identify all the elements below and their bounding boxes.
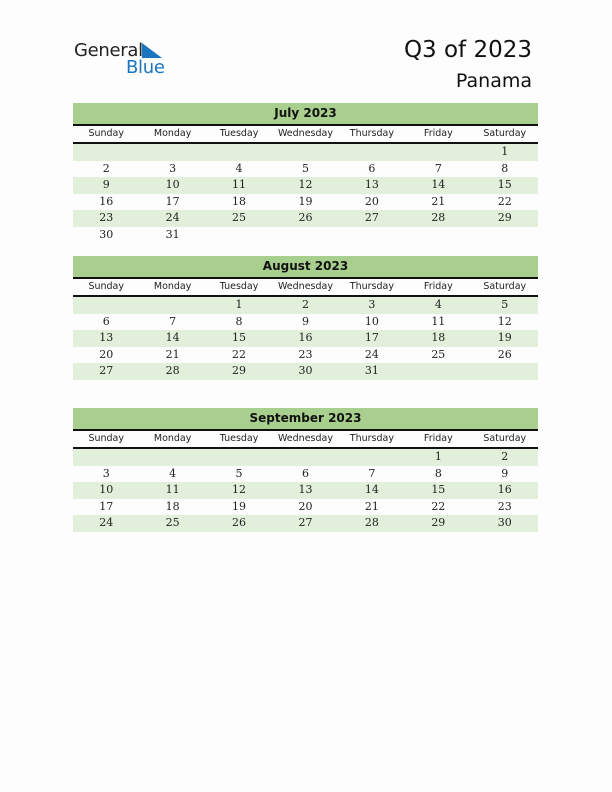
day-cell: 7: [434, 161, 442, 175]
day-cell: 4: [169, 466, 177, 480]
day-cell: 3: [169, 161, 177, 175]
day-cell: 25: [165, 516, 180, 529]
week-row: [73, 330, 538, 347]
week-row: [73, 297, 538, 314]
day-cell: 6: [102, 314, 110, 328]
month-calendar: [73, 103, 538, 243]
day-cell: 3: [102, 466, 110, 480]
day-cell: 8: [434, 466, 442, 480]
day-cell: 7: [169, 314, 177, 328]
day-cell: 15: [232, 331, 247, 344]
month-calendar: [73, 408, 538, 532]
day-cell: 7: [368, 466, 376, 480]
day-cell: 16: [298, 331, 313, 344]
day-cell: 13: [364, 178, 379, 191]
week-row: [73, 347, 538, 364]
weekday-label: Saturday: [483, 281, 527, 292]
day-cell: 24: [165, 211, 180, 224]
day-cell: 28: [431, 211, 446, 224]
day-cell: 4: [235, 161, 243, 175]
day-cell: 2: [301, 298, 309, 311]
day-cell: [472, 227, 538, 244]
day-cell: 21: [364, 499, 379, 513]
weekday-label: Sunday: [88, 128, 124, 139]
day-cell: 20: [298, 499, 313, 513]
day-cell: 18: [165, 499, 180, 513]
day-cell: [73, 297, 139, 314]
day-cell: 17: [99, 499, 114, 513]
day-cell: 25: [431, 347, 446, 361]
day-cell: 2: [501, 450, 509, 463]
day-cell: 6: [368, 161, 376, 175]
day-cell: 3: [368, 298, 376, 311]
day-cell: 30: [298, 364, 313, 377]
logo-word-blue: Blue: [126, 57, 165, 78]
weekday-label: Saturday: [483, 128, 527, 139]
week-row: [73, 499, 538, 516]
weekday-label: Friday: [423, 281, 453, 292]
day-cell: 28: [165, 364, 180, 377]
day-cell: 8: [501, 161, 509, 175]
day-cell: 15: [431, 483, 446, 496]
logo-triangle-icon: [142, 43, 162, 58]
day-cell: [405, 144, 471, 161]
week-row: [73, 515, 538, 532]
weekday-label: Thursday: [349, 281, 394, 292]
day-cell: [472, 363, 538, 380]
day-cell: 13: [99, 331, 114, 344]
week-row: [73, 363, 538, 380]
day-cell: [73, 449, 139, 466]
day-cell: 13: [298, 483, 313, 496]
week-row: [73, 194, 538, 211]
day-cell: 29: [497, 211, 512, 224]
day-cell: 11: [232, 178, 247, 191]
day-cell: [206, 144, 272, 161]
day-cell: 30: [497, 516, 512, 529]
day-cell: 28: [364, 516, 379, 529]
day-cell: 1: [235, 298, 243, 311]
day-cell: 2: [102, 161, 110, 175]
day-cell: [206, 227, 272, 244]
day-cell: 6: [301, 466, 309, 480]
day-cell: 12: [298, 178, 313, 191]
day-cell: [73, 144, 139, 161]
day-cell: 31: [165, 227, 180, 241]
day-cell: 18: [431, 331, 446, 344]
month-title: September 2023: [73, 408, 538, 431]
weekday-label: Sunday: [88, 433, 124, 444]
week-row: [73, 314, 538, 331]
day-cell: 18: [232, 194, 247, 208]
day-cell: 5: [501, 298, 509, 311]
day-cell: 25: [232, 211, 247, 224]
day-cell: 5: [235, 466, 243, 480]
week-row: [73, 210, 538, 227]
day-cell: 23: [99, 211, 114, 224]
day-cell: 14: [165, 331, 180, 344]
day-cell: 16: [99, 194, 114, 208]
weekday-label: Thursday: [349, 433, 394, 444]
day-cell: 9: [102, 178, 110, 191]
day-cell: 12: [232, 483, 247, 496]
day-cell: 9: [501, 466, 509, 480]
week-row: [73, 482, 538, 499]
day-cell: 27: [99, 364, 114, 377]
day-cell: 10: [165, 178, 180, 191]
day-cell: 19: [232, 499, 247, 513]
weekday-label: Saturday: [483, 433, 527, 444]
week-row: [73, 144, 538, 161]
weekday-label: Tuesday: [219, 281, 259, 292]
week-row: [73, 449, 538, 466]
weekday-label: Tuesday: [219, 433, 259, 444]
day-cell: 30: [99, 227, 114, 241]
day-cell: 31: [364, 364, 379, 377]
day-cell: [339, 449, 405, 466]
day-cell: [339, 227, 405, 244]
day-cell: 19: [298, 194, 313, 208]
day-cell: 26: [298, 211, 313, 224]
day-cell: 26: [232, 516, 247, 529]
weekday-label: Tuesday: [219, 128, 259, 139]
day-cell: 27: [298, 516, 313, 529]
week-row: [73, 466, 538, 483]
day-cell: 22: [431, 499, 446, 513]
day-cell: 29: [431, 516, 446, 529]
week-row: [73, 177, 538, 194]
day-cell: 11: [165, 483, 180, 496]
week-row: [73, 161, 538, 178]
weekday-label: Sunday: [88, 281, 124, 292]
weekday-header-row: [73, 279, 538, 297]
weekday-header-row: [73, 431, 538, 449]
logo: [74, 40, 174, 80]
month-title: August 2023: [73, 256, 538, 279]
day-cell: 21: [165, 347, 180, 361]
day-cell: 29: [232, 364, 247, 377]
day-cell: 14: [431, 178, 446, 191]
day-cell: [272, 449, 338, 466]
day-cell: 20: [364, 194, 379, 208]
day-cell: 23: [298, 347, 313, 361]
day-cell: 15: [497, 178, 512, 191]
day-cell: [272, 144, 338, 161]
day-cell: 5: [301, 161, 309, 175]
day-cell: 24: [99, 516, 114, 529]
day-cell: [206, 449, 272, 466]
week-row: [73, 227, 538, 244]
day-cell: 21: [431, 194, 446, 208]
weekday-label: Monday: [153, 128, 192, 139]
day-cell: 8: [235, 314, 243, 328]
day-cell: [405, 227, 471, 244]
weekday-label: Thursday: [349, 128, 394, 139]
day-cell: 23: [497, 499, 512, 513]
day-cell: 1: [434, 450, 442, 463]
weekday-label: Monday: [153, 281, 192, 292]
day-cell: [139, 144, 205, 161]
day-cell: [139, 297, 205, 314]
day-cell: [139, 449, 205, 466]
page-title: Q3 of 2023: [403, 37, 532, 63]
page-subtitle-country: Panama: [455, 70, 532, 92]
day-cell: 1: [501, 145, 509, 158]
day-cell: 11: [431, 314, 446, 328]
day-cell: 24: [364, 347, 379, 361]
weekday-label: Monday: [153, 433, 192, 444]
weekday-label: Wednesday: [277, 128, 333, 139]
weekday-label: Friday: [423, 128, 453, 139]
day-cell: 20: [99, 347, 114, 361]
day-cell: 9: [301, 314, 309, 328]
month-title: July 2023: [73, 103, 538, 126]
day-cell: 19: [497, 331, 512, 344]
day-cell: 10: [99, 483, 114, 496]
day-cell: 16: [497, 483, 512, 496]
day-cell: 26: [497, 347, 512, 361]
logo-word-general: General: [74, 40, 143, 61]
day-cell: 17: [364, 331, 379, 344]
day-cell: 22: [232, 347, 247, 361]
day-cell: [339, 144, 405, 161]
day-cell: 27: [364, 211, 379, 224]
day-cell: 22: [497, 194, 512, 208]
weekday-label: Friday: [423, 433, 453, 444]
weekday-label: Wednesday: [277, 281, 333, 292]
weekday-header-row: [73, 126, 538, 144]
day-cell: 17: [165, 194, 180, 208]
month-calendar: [73, 256, 538, 380]
day-cell: [405, 363, 471, 380]
day-cell: 10: [364, 314, 379, 328]
weekday-label: Wednesday: [277, 433, 333, 444]
day-cell: 4: [434, 298, 442, 311]
day-cell: 12: [497, 314, 512, 328]
day-cell: 14: [364, 483, 379, 496]
day-cell: [272, 227, 338, 244]
